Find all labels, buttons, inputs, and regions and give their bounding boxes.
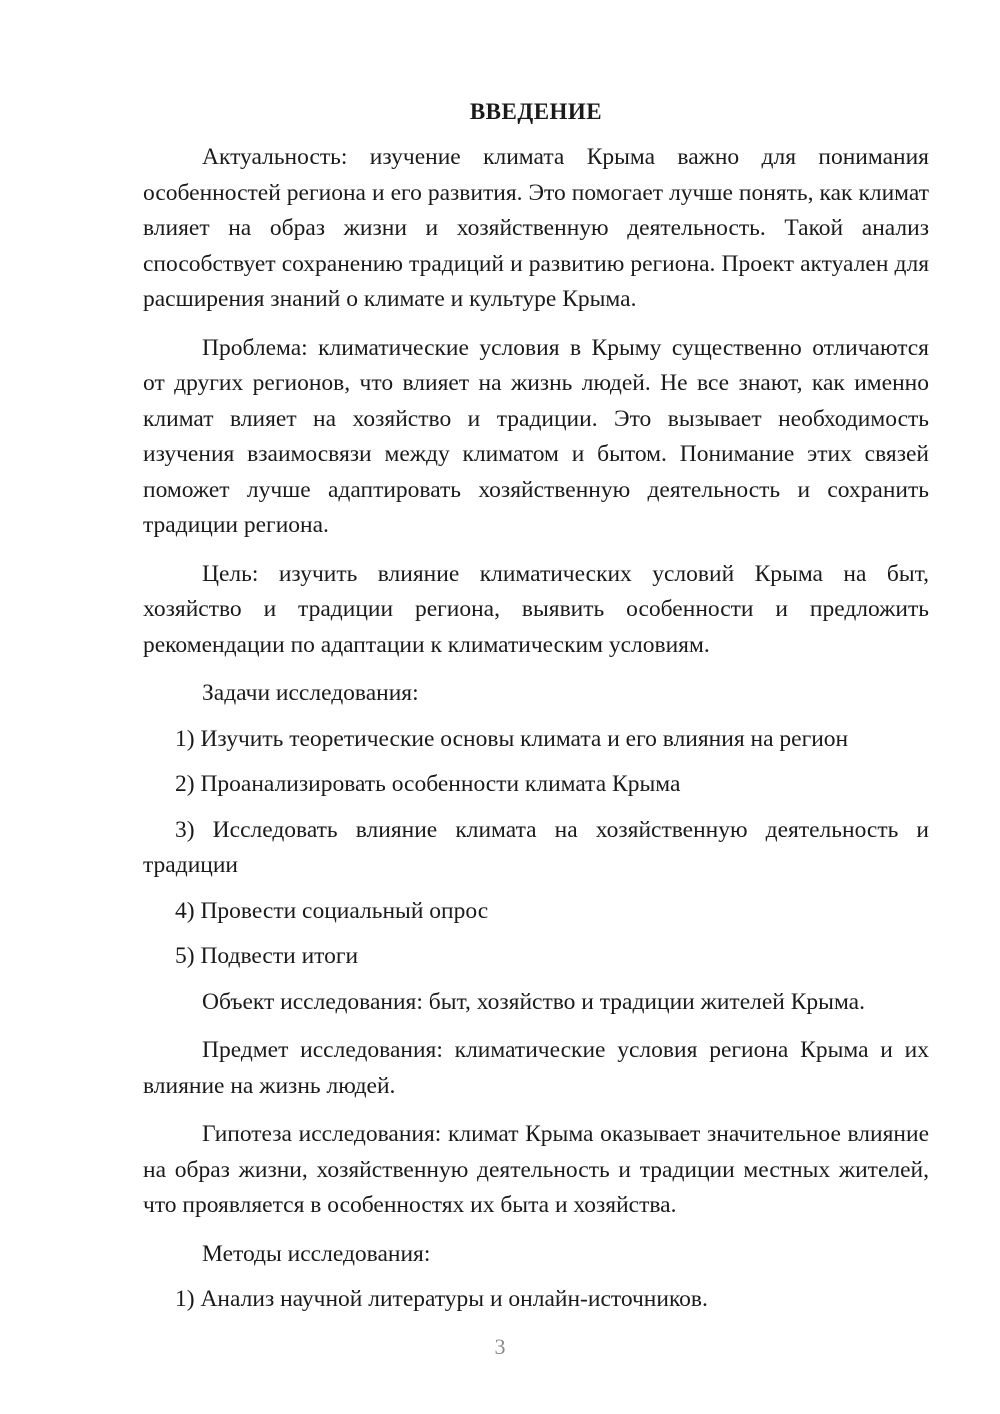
task-item-3: 3) Исследовать влияние климата на хозяйственную деятельность и традиции: [143, 816, 929, 878]
paragraph-hypothesis: Гипотеза исследования: климат Крыма оказывает значительное влияние на образ жизни, хозяйственную деятельность и традиции местных жителей, что проявляется в особенностях их быта и хозяйства.: [143, 1121, 929, 1218]
method-item-1: 1) Анализ научной литературы и онлайн-источников.: [175, 1286, 708, 1312]
paragraph-relevance: Актуальность: изучение климата Крыма важно для понимания особенностей региона и его развития. Это помогает лучше понять, как климат влияет на образ жизни и хозяйственную деятельность. Такой анализ способствует сохранению традиций и развитию региона. Проект актуален для расширения знаний о климате и культуре Крыма.: [143, 144, 929, 312]
paragraph-subject: Предмет исследования: климатические условия региона Крыма и их влияние на жизнь людей.: [143, 1037, 929, 1099]
task-item-4: 4) Провести социальный опрос: [175, 897, 489, 924]
paragraph-problem: Проблема: климатические условия в Крыму существенно отличаются от других регионов, что влияет на жизнь людей. Не все знают, как именно климат влияет на хозяйство и традиции. Это вызывает необходимость изучения взаимосвязи между климатом и бытом. Понимание этих связей поможет лучше адаптировать хозяйственную деятельность и сохранить традиции региона.: [143, 334, 929, 538]
methods-heading: Методы исследования:: [202, 1240, 431, 1267]
paragraph-goal: Цель: изучить влияние климатических условий Крыма на быт, хозяйство и традиции региона, выявить особенности и предложить рекомендации по адаптации к климатическим условиям.: [143, 560, 929, 658]
task-item-1: 1) Изучить теоретические основы климата и его влияния на регион: [175, 725, 849, 752]
page-number: 3: [494, 1334, 506, 1359]
page-content: [143, 96, 929, 1328]
task-item-2: 2) Проанализировать особенности климата Крыма: [175, 771, 681, 797]
tasks-heading: Задачи исследования:: [202, 680, 419, 706]
paragraph-object: Объект исследования: быт, хозяйство и традиции жителей Крыма.: [202, 988, 865, 1015]
page-title: ВВЕДЕНИЕ: [469, 99, 603, 124]
task-item-5: 5) Подвести итоги: [175, 943, 359, 969]
